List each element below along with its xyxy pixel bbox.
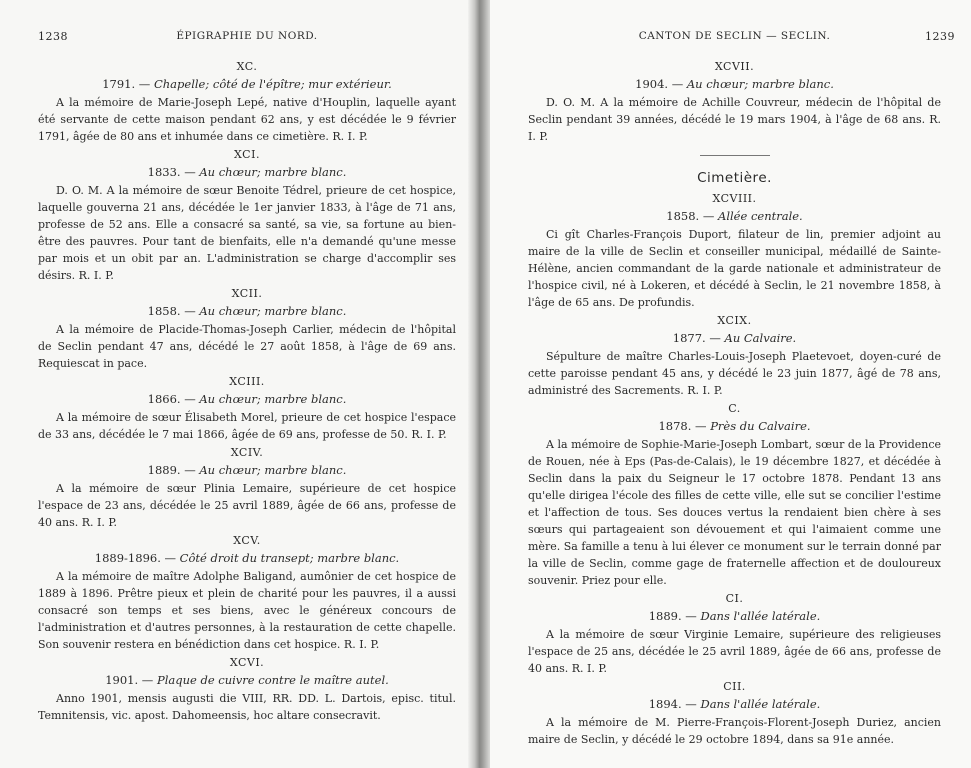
entry-caption <box>38 304 456 318</box>
section-title: Cimetière. <box>697 170 772 186</box>
entry-year: 1889-1896. <box>94 551 161 565</box>
inscription-entry <box>528 60 941 145</box>
running-title: ÉPIGRAPHIE DU NORD. <box>176 30 318 42</box>
entry-caption <box>38 165 456 179</box>
inscription-entry <box>38 446 456 531</box>
entry-number: XCVIII. <box>712 192 757 205</box>
page-number: 1238 <box>38 30 68 43</box>
entry-caption <box>528 697 941 711</box>
inscription-entry <box>528 680 941 748</box>
entry-dash: — <box>180 165 200 179</box>
entry-number: XC. <box>236 60 258 73</box>
inscription-entry <box>38 60 456 145</box>
running-title: CANTON DE SECLIN — SECLIN. <box>638 30 831 42</box>
entry-text: A la mémoire de maître Adolphe Baligand, aumônier de cet hospice de 1889 à 1896. Prêtre pieux et plein de charité pour les pauvres, il a aussi consacré son temps et ses biens, avec le généreux concours de l'administration et d'autres personnes, à la restauration de cette chapelle. Son souvenir restera en bénédiction dans cet hospice. R. I. P. <box>38 570 456 651</box>
right-page <box>490 0 971 768</box>
right-running-head <box>528 30 955 46</box>
entry-text: D. O. M. A la mémoire de Achille Couvreur, médecin de l'hôpital de Seclin pendant 39 années, décédé le 19 mars 1904, à l'âge de 68 ans. R. I. P. <box>528 96 941 143</box>
left-page <box>0 0 478 768</box>
entry-location: Au chœur; marbre blanc. <box>686 77 834 91</box>
entry-text: D. O. M. A la mémoire de sœur Benoite Tédrel, prieure de cet hospice, laquelle gouverna 21 ans, décédée le 1er janvier 1833, à l'âge de 71 ans, professe de 52 ans. Elle a consacré sa santé, sa vie, sa fortune au bien-être des pauvres. Pour tant de bienfaits, elle n'a demandé qu'une messe par mois et un obit par an. L'administration se charge d'accomplir ses désirs. R. I. P. <box>38 184 456 282</box>
entry-year: 1866. <box>147 392 181 406</box>
entry-text: A la mémoire de sœur Élisabeth Morel, prieure de cet hospice l'espace de 33 ans, décédée le 7 mai 1866, âgée de 69 ans, professe de 50. R. I. P. <box>38 411 456 441</box>
entry-number: XCV. <box>233 534 261 547</box>
entry-number: XCVI. <box>229 656 265 669</box>
entry-year: 1894. <box>648 697 682 711</box>
entry-location: Dans l'allée latérale. <box>700 609 821 623</box>
inscription-entry <box>528 192 941 311</box>
entry-dash: — <box>180 392 200 406</box>
entry-location: Au chœur; marbre blanc. <box>199 304 347 318</box>
entry-location: Allée centrale. <box>718 209 803 223</box>
entry-number: CII. <box>723 680 746 693</box>
entry-dash: — <box>699 209 719 223</box>
entry-year: 1858. <box>147 304 181 318</box>
section-divider <box>700 155 770 156</box>
left-running-head <box>38 30 456 46</box>
entry-dash: — <box>180 463 200 477</box>
entry-location: Au chœur; marbre blanc. <box>199 392 347 406</box>
inscription-entry <box>528 314 941 399</box>
entry-number: CI. <box>725 592 744 605</box>
entry-dash: — <box>691 419 711 433</box>
inscription-entry <box>528 402 941 589</box>
entry-year: 1889. <box>648 609 682 623</box>
inscription-entry <box>38 656 456 724</box>
entry-caption <box>38 551 456 565</box>
entry-year: 1889. <box>147 463 181 477</box>
entry-caption <box>38 463 456 477</box>
entry-text: Ci gît Charles-François Duport, filateur de lin, premier adjoint au maire de la ville de Seclin et conseiller municipal, médaillé de Sainte-Hélène, ancien commandant de la garde nationale et administrateur de l'hospice civil, né à Lokeren, et décédé à Seclin, le 21 novembre 1858, à l'âge de 65 ans. De profundis. <box>528 228 941 309</box>
right-entries <box>528 192 941 748</box>
entry-dash: — <box>681 609 701 623</box>
entry-year: 1878. <box>658 419 692 433</box>
entry-text: Anno 1901, mensis augusti die VIII, RR. DD. L. Dartois, episc. titul. Temnitensis, vic. apost. Dahomeensis, hoc altare consecravit. <box>38 692 456 722</box>
entry-caption <box>528 331 941 345</box>
inscription-entry <box>528 592 941 677</box>
entry-text: A la mémoire de sœur Virginie Lemaire, supérieure des religieuses l'espace de 25 ans, décédée le 25 avril 1889, âgée de 66 ans, professe de 40 ans. R. I. P. <box>528 628 941 675</box>
inscription-entry <box>38 375 456 443</box>
entry-location: Dans l'allée latérale. <box>700 697 821 711</box>
entry-caption <box>528 209 941 223</box>
entry-dash: — <box>668 77 687 91</box>
inscription-entry <box>38 148 456 284</box>
entry-caption <box>38 392 456 406</box>
entry-text: A la mémoire de sœur Plinia Lemaire, supérieure de cet hospice l'espace de 23 ans, décédée le 25 avril 1889, âgée de 66 ans, professe de 40 ans. R. I. P. <box>38 482 456 529</box>
entry-dash: — <box>138 673 157 687</box>
entry-number: XCI. <box>234 148 260 161</box>
entry-location: Près du Calvaire. <box>710 419 811 433</box>
entry-dash: — <box>180 304 200 318</box>
entry-year: 1904. <box>635 77 669 91</box>
entry-number: XCII. <box>231 287 263 300</box>
entry-location: Au Calvaire. <box>724 331 797 345</box>
entry-year: 1877. <box>672 331 706 345</box>
entry-number: XCIX. <box>717 314 752 327</box>
page-number: 1239 <box>925 30 955 43</box>
entry-dash: — <box>705 331 725 345</box>
entry-text: Sépulture de maître Charles-Louis-Joseph Plaetevoet, doyen-curé de cette paroisse pendant 45 ans, y décédé le 23 juin 1877, âgé de 78 ans, administré des Sacrements. R. I. P. <box>528 350 941 397</box>
left-entries <box>38 60 456 724</box>
entry-location: Au chœur; marbre blanc. <box>199 463 347 477</box>
entry-number: XCIII. <box>229 375 265 388</box>
entry-year: 1833. <box>147 165 181 179</box>
inscription-entry <box>38 534 456 653</box>
entry-dash: — <box>681 697 701 711</box>
entry-location: Chapelle; côté de l'épître; mur extérieur. <box>153 77 392 91</box>
entry-year: 1901. <box>105 673 139 687</box>
inscription-entry <box>38 287 456 372</box>
entry-text: A la mémoire de Sophie-Marie-Joseph Lombart, sœur de la Providence de Rouen, née à Eps (Pas-de-Calais), le 19 décembre 1827, et décédée à Seclin dans la paix du Seigneur le 17 octobre 1878. Pendant 13 ans qu'elle dirigea l'école des filles de cette ville, elle sut se concilier l'estime et l'affection de tous. Ses douces vertus la rendaient bien chère à ses sœurs qui partageaient son dévouement et qui l'aimaient comme une mère. Sa famille a tenu à lui élever ce monument sur le terrain donné par la ville de Seclin, comme gage de fraternelle affection et de douloureux souvenir. Priez pour elle. <box>528 438 941 587</box>
entry-caption <box>528 419 941 433</box>
entry-dash: — <box>135 77 154 91</box>
entry-text: A la mémoire de M. Pierre-François-Florent-Joseph Duriez, ancien maire de Seclin, y décédé le 29 octobre 1894, dans sa 91e année. <box>528 716 941 746</box>
entry-caption <box>528 609 941 623</box>
entry-caption <box>38 77 456 91</box>
entry-year: 1791. <box>102 77 136 91</box>
entry-location: Au chœur; marbre blanc. <box>199 165 347 179</box>
entry-dash: — <box>160 551 180 565</box>
entry-number: XCVII. <box>714 60 755 73</box>
entry-number: C. <box>728 402 741 415</box>
entry-caption <box>528 77 941 91</box>
right-top-entries <box>528 60 941 145</box>
entry-year: 1858. <box>666 209 700 223</box>
entry-location: Côté droit du transept; marbre blanc. <box>179 551 400 565</box>
entry-caption <box>38 673 456 687</box>
entry-location: Plaque de cuivre contre le maître autel. <box>156 673 389 687</box>
entry-number: XCIV. <box>230 446 264 459</box>
entry-text: A la mémoire de Marie-Joseph Lepé, native d'Houplin, laquelle ayant été servante de cette maison pendant 62 ans, y est décédée le 9 février 1791, âgée de 80 ans et inhumée dans ce cimetière. R. I. P. <box>38 96 456 143</box>
entry-text: A la mémoire de Placide-Thomas-Joseph Carlier, médecin de l'hôpital de Seclin pendant 47 ans, décédé le 27 août 1858, à l'âge de 69 ans. Requiescat in pace. <box>38 323 456 370</box>
